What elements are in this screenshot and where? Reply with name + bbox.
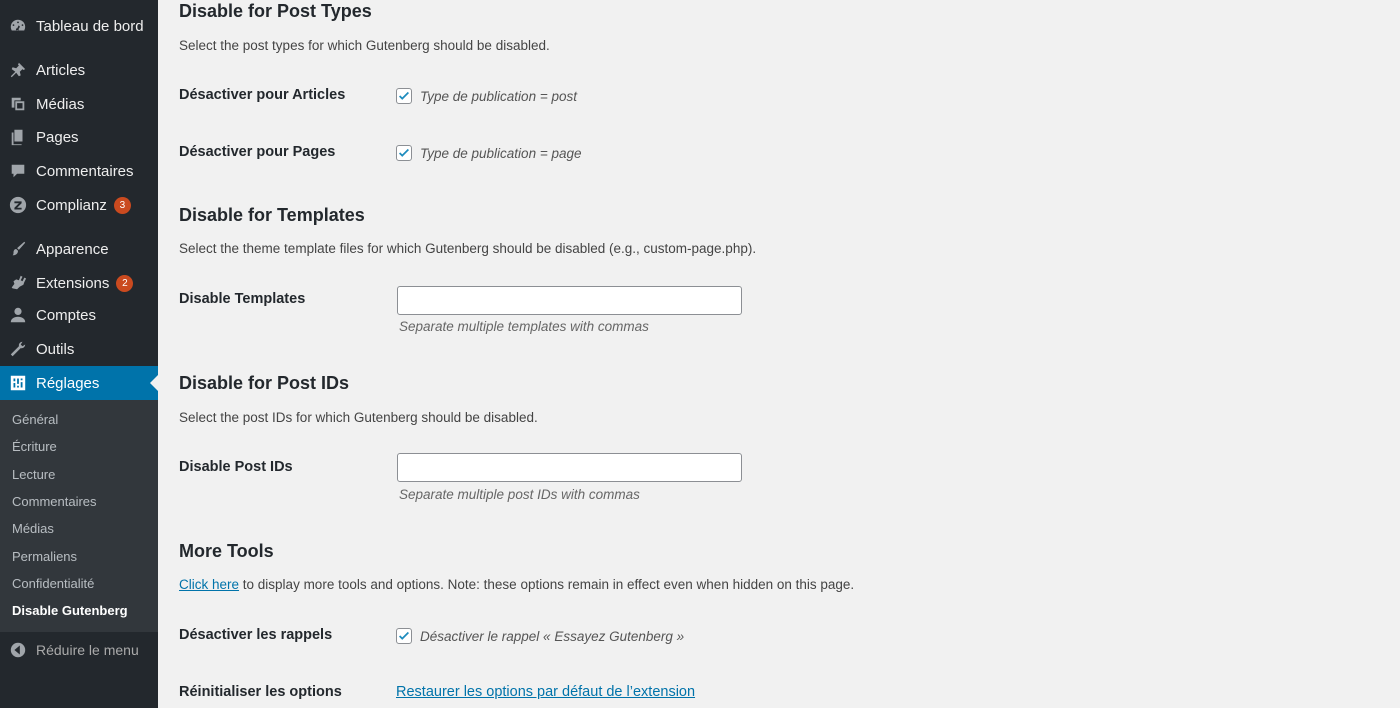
menu-item-label: Réglages [36, 374, 100, 392]
menu-item-pages[interactable] [0, 120, 158, 154]
menu-item-medias[interactable] [0, 87, 158, 121]
comment-icon [9, 162, 27, 180]
pages-icon [9, 128, 27, 146]
menu-item-complianz[interactable] [0, 188, 158, 222]
menu-item-label: Extensions [36, 274, 110, 292]
menu-item-dashboard[interactable] [0, 9, 158, 43]
admin-sidebar [0, 0, 158, 708]
plugin-icon [9, 274, 27, 292]
menu-item-label: Outils [36, 340, 75, 358]
section-title-more-tools: More Tools [179, 541, 274, 561]
menu-item-extensions[interactable] [0, 266, 158, 300]
menu-item-articles[interactable] [0, 53, 158, 87]
menu-item-label: Médias [36, 95, 85, 113]
row-label-disable-pages: Désactiver pour Pages [179, 144, 336, 160]
disable-articles-checkbox[interactable] [396, 88, 412, 104]
disable-reminder-checkbox[interactable] [396, 628, 412, 644]
disable-templates-input[interactable] [397, 286, 742, 315]
checkbox-row-articles [396, 88, 577, 104]
disable-post-ids-input[interactable] [397, 453, 742, 482]
more-tools-note: to display more tools and options. Note: these options remain in effect even when hidden on this page. [239, 577, 855, 592]
settings-content [158, 0, 1400, 708]
dashboard-icon [9, 17, 27, 35]
submenu-item-disable-gutenberg[interactable]: Disable Gutenberg [12, 603, 128, 618]
submenu-item-medias[interactable]: Médias [12, 521, 54, 536]
row-label-reset-options: Réinitialiser les options [179, 684, 342, 700]
section-title-post-types: Disable for Post Types [179, 1, 372, 21]
section-title-post-ids: Disable for Post IDs [179, 373, 350, 393]
wrench-icon [9, 340, 27, 358]
menu-item-label: Complianz [36, 196, 107, 214]
checkbox-label: Type de publication = post [420, 88, 577, 104]
media-icon [9, 95, 27, 113]
menu-item-label: Commentaires [36, 162, 134, 180]
notification-badge: 3 [114, 197, 131, 214]
menu-item-outils[interactable] [0, 332, 158, 366]
section-description-post-ids: Select the post IDs for which Gutenberg should be disabled. [179, 410, 538, 425]
collapse-menu-button[interactable] [0, 636, 158, 664]
settings-icon [9, 374, 27, 392]
menu-item-label: Pages [36, 128, 79, 146]
row-label-disable-post-ids: Disable Post IDs [179, 459, 293, 475]
row-label-disable-articles: Désactiver pour Articles [179, 87, 346, 103]
section-description-more-tools [179, 577, 854, 592]
menu-item-comptes[interactable] [0, 298, 158, 332]
menu-item-comments[interactable] [0, 154, 158, 188]
brush-icon [9, 240, 27, 258]
collapse-menu-label: Réduire le menu [36, 642, 139, 658]
section-description-templates: Select the theme template files for which Gutenberg should be disabled (e.g., custom-page.php). [179, 241, 757, 256]
menu-item-apparence[interactable] [0, 232, 158, 266]
menu-item-label: Tableau de bord [36, 17, 144, 35]
disable-pages-checkbox[interactable] [396, 145, 412, 161]
row-label-disable-templates: Disable Templates [179, 291, 306, 307]
click-here-link[interactable]: Click here [179, 577, 240, 592]
row-label-disable-reminders: Désactiver les rappels [179, 627, 333, 643]
post-ids-hint: Separate multiple post IDs with commas [399, 487, 640, 502]
submenu-item-commentaires[interactable]: Commentaires [12, 494, 97, 509]
section-description-post-types: Select the post types for which Gutenberg should be disabled. [179, 38, 550, 53]
submenu-item-general[interactable]: Général [12, 412, 59, 427]
user-icon [9, 306, 27, 324]
menu-item-reglages[interactable] [0, 366, 158, 400]
menu-item-label: Articles [36, 61, 86, 79]
templates-hint: Separate multiple templates with commas [399, 319, 649, 334]
checkbox-row-pages [396, 145, 582, 161]
submenu-item-ecriture[interactable]: Écriture [12, 439, 57, 454]
settings-submenu [0, 400, 158, 632]
menu-item-label: Comptes [36, 306, 97, 324]
submenu-item-permaliens[interactable]: Permaliens [12, 549, 78, 564]
pin-icon [9, 61, 27, 79]
complianz-icon [9, 196, 27, 214]
submenu-item-confidentialite[interactable]: Confidentialité [12, 576, 95, 591]
menu-item-label: Apparence [36, 240, 109, 258]
checkbox-label: Désactiver le rappel « Essayez Gutenberg » [420, 628, 685, 644]
checkbox-label: Type de publication = page [420, 145, 582, 161]
collapse-arrow-icon [9, 641, 27, 659]
submenu-item-lecture[interactable]: Lecture [12, 467, 56, 482]
section-title-templates: Disable for Templates [179, 205, 365, 225]
notification-badge: 2 [116, 275, 133, 292]
checkbox-row-reminders [396, 628, 684, 644]
restore-defaults-link[interactable]: Restaurer les options par défaut de l’extension [396, 684, 696, 700]
